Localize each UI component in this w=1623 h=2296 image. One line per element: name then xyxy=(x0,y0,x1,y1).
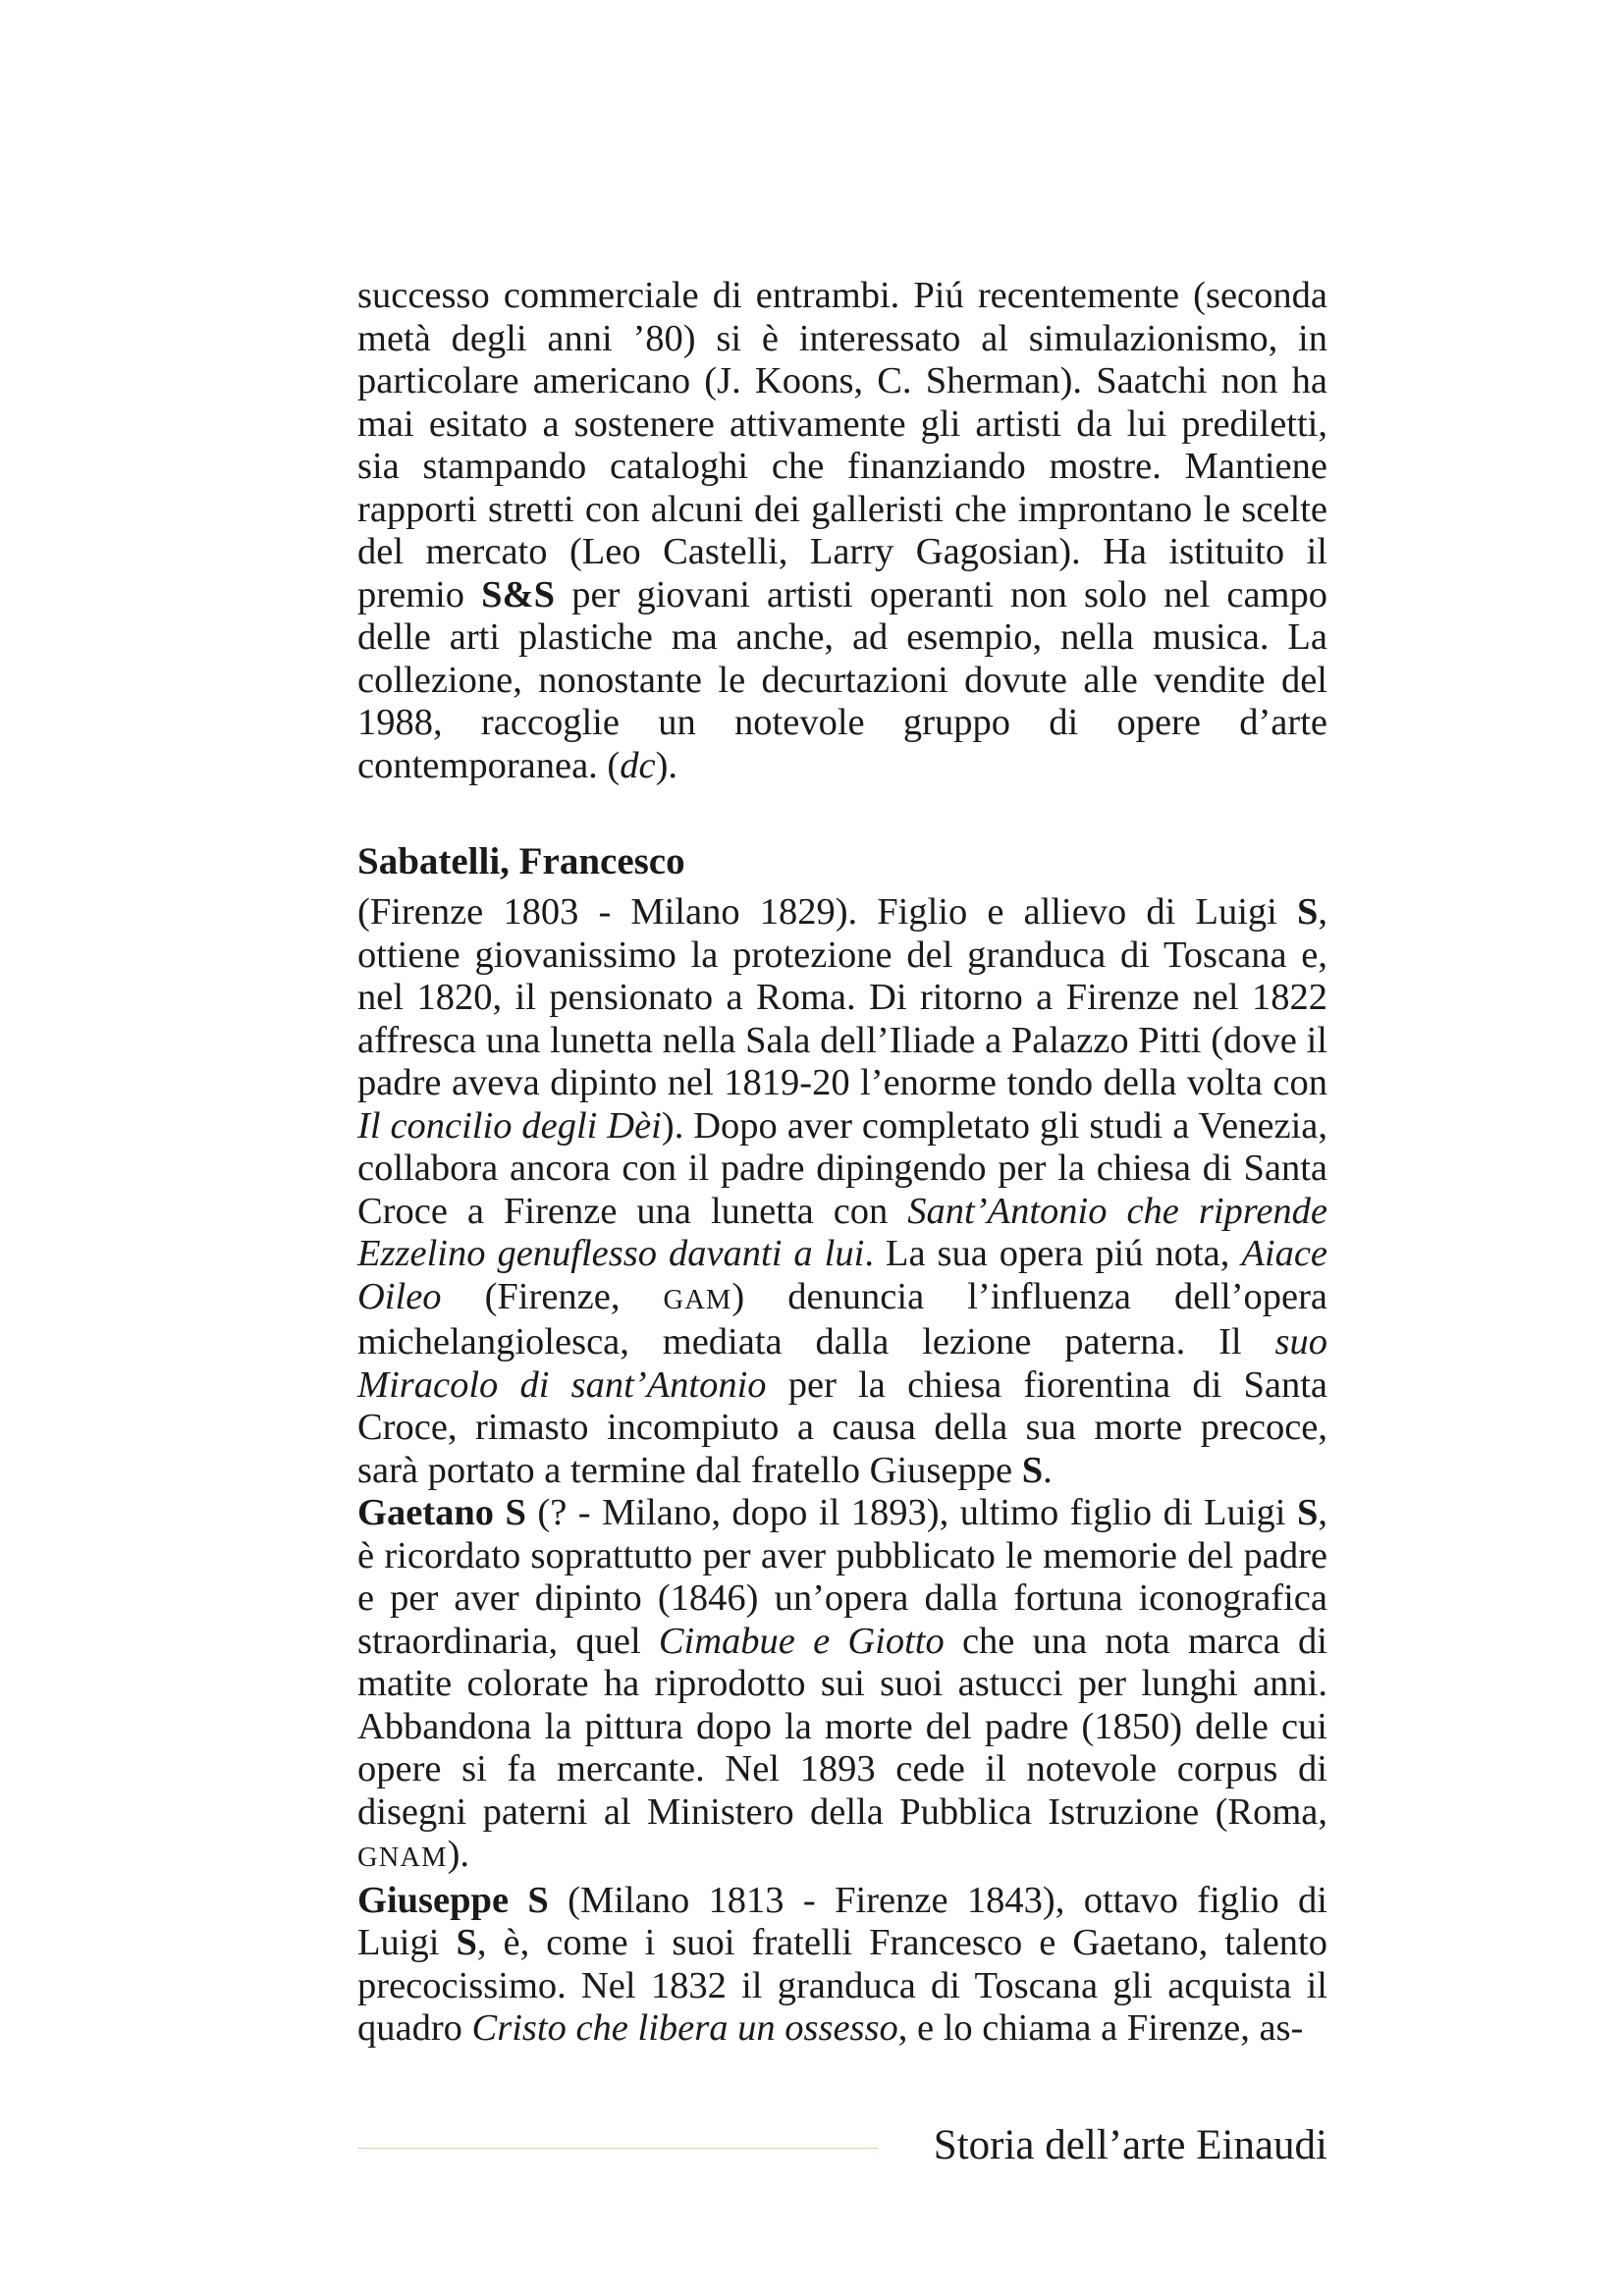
p2-bold-name: Gaetano S xyxy=(357,1492,526,1533)
entry-paragraph-francesco xyxy=(357,891,1327,1492)
p1-text-6: ) denuncia l’influenza dell’opera michelangiolesca, mediata dalla lezione paterna. Il xyxy=(357,1275,1328,1362)
p1-italic-santantonio: Sant’Antonio che riprende Ezzelino genuflesso davanti a lui xyxy=(357,1190,1328,1274)
p1-smallcaps-gam: GAM xyxy=(663,1284,732,1315)
p2-italic-cimabue: Cimabue e Giotto xyxy=(658,1620,945,1662)
p1-italic-concilio: Il concilio degli Dèi xyxy=(357,1104,662,1147)
p1-text-2: , ottiene giovanissimo la protezione del granduca di Toscana e, nel 1820, il pensionato a Roma. Di ritorno a Firenze nel 1822 affresca una lunetta nella Sala dell’Iliade a Palazzo Pitti (dove il padre aveva dipinto nel 1819-20 l’enorme tondo della volta con xyxy=(357,891,1327,1103)
intro-author-initials: dc xyxy=(620,744,656,786)
p2-bold-2: S xyxy=(1296,1492,1319,1533)
intro-text-2: per giovani artisti operanti non solo nel campo delle arti plastiche ma anche, ad esempio, nella musica. La collezione, nonostante le decurtazioni dovute alle vendite del 1988, raccoglie un notevole gruppo di opere d’arte contemporanea. ( xyxy=(357,573,1327,786)
intro-text-1: successo commerciale di entrambi. Piú recentemente (seconda metà degli anni ’80) si è interessato al simulazionismo, in particolare americano (J. Koons, C. Sherman). Saatchi non ha mai esitato a sostenere attivamente gli artisti da lui prediletti, sia stampando cataloghi che finanziando mostre. Mantiene rapporti stretti con alcuni dei galleristi che improntano le scelte del mercato (Leo Castelli, Larry Gagosian). Ha istituito il premio xyxy=(357,275,1327,615)
intro-bold-sands: S&S xyxy=(481,573,556,615)
p2-smallcaps-gnam: GNAM xyxy=(357,1842,448,1873)
p1-text-5: (Firenze, xyxy=(441,1275,664,1317)
entry-paragraph-giuseppe xyxy=(357,1880,1327,2051)
p2-text-4: ). xyxy=(447,1834,470,1875)
p1-text-3: ). Dopo aver completato gli studi a Venezia, collabora ancora con il padre dipingendo per la chiesa di Santa Croce a Firenze una lunetta con xyxy=(357,1104,1327,1232)
p1-text-4: . La sua opera piú nota, xyxy=(864,1233,1242,1274)
p3-italic-cristo: Cristo che libera un ossesso xyxy=(471,2007,898,2049)
p2-text-3: che una nota marca di matite colorate ha riprodotto sui suoi astucci per lunghi anni. Abbandona la pittura dopo la morte del padre (1850) delle cui opere si fa mercante. Nel 1893 cede il notevole corpus di disegni paterni al Ministero della Pubblica Istruzione (Roma, xyxy=(357,1620,1327,1833)
p3-bold-2: S xyxy=(456,1922,477,1963)
p3-bold-name: Giuseppe S xyxy=(357,1879,549,1921)
p1-bold-2: S xyxy=(1021,1449,1044,1491)
p3-text-3: , e lo chiama a Firenze, as- xyxy=(897,2007,1304,2049)
p1-text-1: (Firenze 1803 - Milano 1829). Figlio e allievo di Luigi xyxy=(357,891,1297,933)
p2-text-1: (? - Milano, dopo il 1893), ultimo figlio di Luigi xyxy=(525,1492,1297,1533)
p1-text-8: . xyxy=(1043,1449,1053,1491)
footer-rule xyxy=(357,2148,878,2149)
intro-text-3: ). xyxy=(655,744,678,786)
p1-italic-aiace: Aiace Oileo xyxy=(357,1233,1328,1317)
p2-text-2: , è ricordato soprattutto per aver pubblicato le memorie del padre e per aver dipinto (1846) un’opera dalla fortuna iconografica straordinaria, quel xyxy=(357,1492,1327,1662)
page-footer xyxy=(357,2118,1327,2173)
intro-paragraph xyxy=(357,275,1327,787)
entry-title: Sabatelli, Francesco xyxy=(357,840,685,882)
p1-text-7: per la chiesa fiorentina di Santa Croce, rimasto incompiuto a causa della sua morte precoce, sarà portato a termine dal fratello Giuseppe xyxy=(357,1363,1327,1491)
footer-label: Storia dell’arte Einaudi xyxy=(933,2122,1327,2168)
main-text-column xyxy=(357,275,1327,2051)
p1-italic-miracolo: suo Miracolo di sant’Antonio xyxy=(357,1321,1327,1406)
p3-text-1: (Milano 1813 - Firenze 1843), ottavo figlio di Luigi xyxy=(357,1879,1327,1963)
p1-bold-1: S xyxy=(1296,891,1319,933)
p3-text-2: , è, come i suoi fratelli Francesco e Gaetano, talento precocissimo. Nel 1832 il granduca di Toscana gli acquista il quadro xyxy=(357,1922,1327,2049)
entry-paragraph-gaetano xyxy=(357,1492,1327,1880)
